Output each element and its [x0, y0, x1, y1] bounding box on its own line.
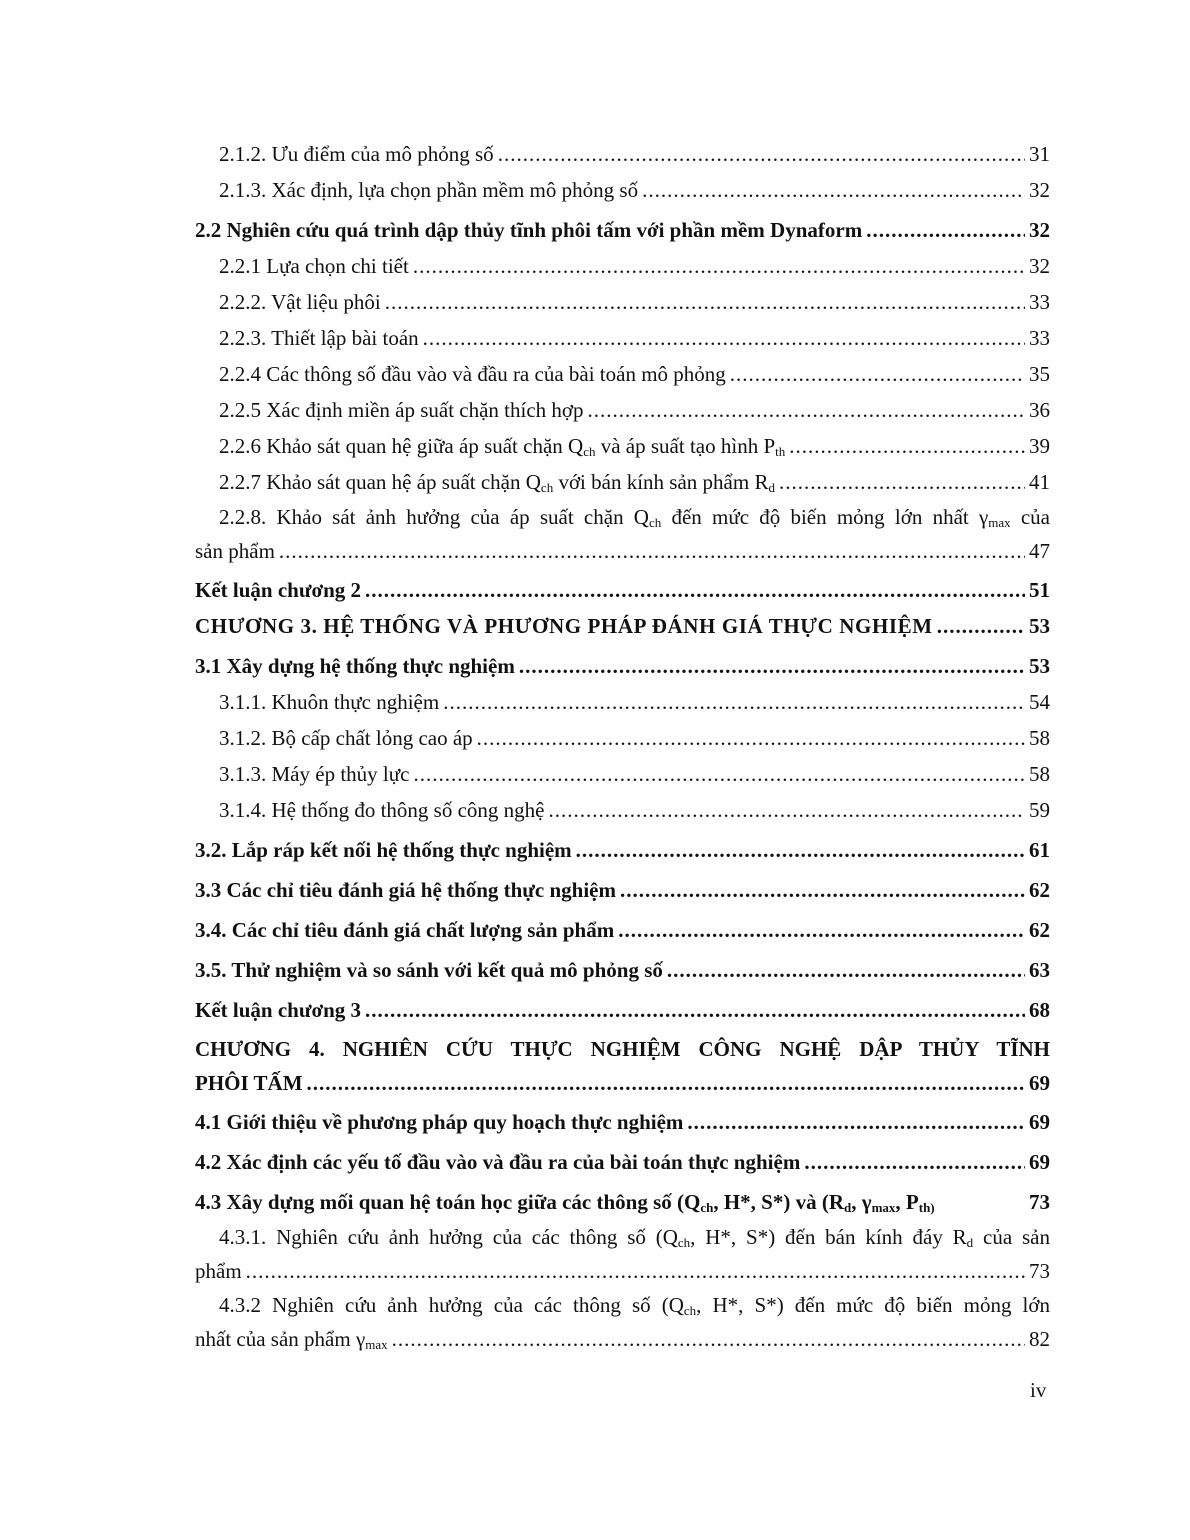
- toc-entry[interactable]: [195, 428, 1050, 464]
- toc-entry-title-line-1: [195, 500, 1050, 534]
- toc-entry-title: [195, 572, 361, 608]
- text-run: và áp suất tạo hình P: [595, 434, 776, 458]
- text-run: của sản: [973, 1225, 1050, 1249]
- text-run: 2.2 Nghiên cứu quá trình dập thủy tĩnh phôi tấm với phần mềm Dynaform: [195, 218, 863, 242]
- toc-entry[interactable]: [195, 1184, 1050, 1220]
- text-run: nhất của sản phẩm γ: [195, 1327, 366, 1351]
- subscript: d: [966, 1235, 974, 1250]
- dot-leader: [642, 172, 1025, 208]
- subscript: ch: [540, 480, 554, 495]
- page-number: iv: [1030, 1378, 1047, 1402]
- text-run: 3.4. Các chỉ tiêu đánh giá chất lượng sản phẩm: [195, 918, 615, 942]
- toc-entry-title: [195, 212, 862, 248]
- text-run: 2.2.7 Khảo sát quan hệ áp suất chặn Q: [219, 470, 541, 494]
- toc-entry-title-line-1: [195, 1032, 1050, 1066]
- toc-entry[interactable]: [195, 1104, 1050, 1140]
- subscript: max: [988, 515, 1011, 530]
- text-run: , γ: [851, 1190, 872, 1214]
- toc-entry-title: [195, 648, 515, 684]
- toc-entry-title: [195, 1144, 800, 1180]
- dot-leader: [687, 1104, 1025, 1140]
- toc-entry[interactable]: [195, 172, 1050, 208]
- dot-leader: [413, 756, 1025, 792]
- toc-entry[interactable]: [195, 912, 1050, 948]
- toc-page-number: 59: [1029, 798, 1050, 822]
- text-run: 2.1.2. Ưu điểm của mô phỏng số: [219, 142, 494, 166]
- toc-entry[interactable]: [195, 284, 1050, 320]
- dot-leader: [365, 992, 1025, 1028]
- toc-page-number: 33: [1029, 290, 1050, 314]
- subscript: ch: [677, 1235, 691, 1250]
- toc-entry-title: [219, 792, 544, 828]
- text-run: sản phẩm: [195, 539, 275, 563]
- dot-leader: [548, 792, 1025, 828]
- subscript: th): [918, 1200, 935, 1215]
- toc-page-number: 58: [1029, 726, 1050, 750]
- text-run: 2.2.1 Lựa chọn chi tiết: [219, 254, 409, 278]
- toc-page-number: 68: [1029, 998, 1050, 1022]
- toc-page-number: 32: [1029, 218, 1050, 242]
- toc-entry[interactable]: [195, 832, 1050, 868]
- toc-entry-title: [219, 320, 419, 356]
- text-run: , P: [895, 1190, 919, 1214]
- text-run: 2.2.2. Vật liệu phôi: [219, 290, 381, 314]
- dot-leader: [576, 832, 1025, 868]
- toc-page-number: 35: [1029, 362, 1050, 386]
- dot-leader: [392, 1322, 1025, 1356]
- toc-entry-title: [219, 136, 494, 172]
- toc-page-number: 53: [1029, 614, 1050, 638]
- toc-entry[interactable]: [195, 684, 1050, 720]
- subscript: d: [844, 1200, 852, 1215]
- subscript: ch: [583, 444, 596, 459]
- toc-entry[interactable]: [195, 500, 1050, 568]
- table-of-contents: [195, 136, 1050, 1356]
- toc-entry-title-line-2: [195, 534, 275, 568]
- toc-page-number: 39: [1029, 434, 1050, 458]
- toc-entry[interactable]: [195, 1032, 1050, 1100]
- text-run: 4.1 Giới thiệu về phương pháp quy hoạch thực nghiệm: [195, 1110, 684, 1134]
- text-run: 4.3.2 Nghiên cứu ảnh hưởng của các thông số (Q: [219, 1293, 684, 1317]
- toc-page-number: 31: [1029, 142, 1050, 166]
- toc-entry-title: [219, 428, 785, 464]
- toc-page-number: 32: [1029, 178, 1050, 202]
- toc-entry-title: [195, 872, 616, 908]
- toc-entry-title: [195, 1104, 683, 1140]
- text-run: 4.3.1. Nghiên cứu ảnh hưởng của các thông số (Q: [219, 1225, 678, 1249]
- dot-leader: [279, 534, 1025, 568]
- text-run: , H*, S*) đến bán kính đáy R: [690, 1225, 967, 1249]
- dot-leader: [519, 648, 1025, 684]
- text-run: 3.3 Các chỉ tiêu đánh giá hệ thống thực nghiệm: [195, 878, 616, 902]
- toc-page-number: 47: [1029, 539, 1050, 563]
- toc-entry-title: [195, 832, 572, 868]
- toc-entry[interactable]: [195, 136, 1050, 172]
- toc-entry-title: [219, 464, 775, 500]
- toc-page-number: 73: [1029, 1259, 1050, 1283]
- toc-entry-title: [219, 356, 726, 392]
- toc-page-number: 53: [1029, 654, 1050, 678]
- toc-entry-title: [219, 720, 473, 756]
- dot-leader: [477, 720, 1025, 756]
- text-run: của: [1010, 505, 1050, 529]
- toc-entry-title-line-2: [195, 1254, 242, 1288]
- text-run: Kết luận chương 3: [195, 998, 362, 1022]
- dot-leader: [667, 952, 1025, 988]
- toc-page-number: 69: [1029, 1110, 1050, 1134]
- toc-entry[interactable]: [195, 648, 1050, 684]
- text-run: , H*, S*) và (R: [713, 1190, 845, 1214]
- text-run: 4.2 Xác định các yếu tố đầu vào và đầu ra của bài toán thực nghiệm: [195, 1150, 801, 1174]
- text-run: CHƯƠNG 3. HỆ THỐNG VÀ PHƯƠNG PHÁP ĐÁNH GIÁ THỰC NGHIỆM: [195, 614, 933, 638]
- dot-leader: [443, 684, 1025, 720]
- toc-entry-title-line-2: [195, 1066, 303, 1100]
- toc-entry-title-line-2: [195, 1322, 388, 1356]
- toc-entry-title: [195, 992, 361, 1028]
- toc-page-number: 36: [1029, 398, 1050, 422]
- text-run: 2.2.4 Các thông số đầu vào và đầu ra của bài toán mô phỏng: [219, 362, 726, 386]
- toc-entry[interactable]: [195, 720, 1050, 756]
- toc-page-number: 82: [1029, 1327, 1050, 1351]
- text-run: 2.1.3. Xác định, lựa chọn phần mềm mô phỏng số: [219, 178, 639, 202]
- text-run: 4.3 Xây dựng mối quan hệ toán học giữa các thông số (Q: [195, 1190, 701, 1214]
- toc-page-number: 62: [1029, 918, 1050, 942]
- text-run: 3.1.1. Khuôn thực nghiệm: [219, 690, 440, 714]
- toc-entry[interactable]: [195, 572, 1050, 608]
- text-run: với bán kính sản phẩm R: [553, 470, 769, 494]
- subscript: ch: [700, 1200, 714, 1215]
- text-run: 3.1 Xây dựng hệ thống thực nghiệm: [195, 654, 515, 678]
- toc-entry-title-line-1: [195, 1288, 1050, 1322]
- dot-leader: [937, 608, 1025, 644]
- toc-entry-title: [219, 756, 409, 792]
- text-run: 2.2.5 Xác định miền áp suất chặn thích hợp: [219, 398, 584, 422]
- dot-leader: [618, 912, 1025, 948]
- toc-entry-title: [219, 392, 584, 428]
- toc-entry[interactable]: [195, 872, 1050, 908]
- dot-leader: [804, 1144, 1025, 1180]
- toc-entry[interactable]: [195, 464, 1050, 500]
- dot-leader: [385, 284, 1025, 320]
- text-run: phẩm: [195, 1259, 242, 1283]
- text-run: PHÔI TẤM: [195, 1071, 303, 1095]
- dot-leader: [365, 572, 1025, 608]
- dot-leader: [730, 356, 1025, 392]
- toc-page-number: 54: [1029, 690, 1050, 714]
- toc-entry-title: [219, 684, 439, 720]
- toc-entry-title: [219, 172, 638, 208]
- text-run: 2.2.3. Thiết lập bài toán: [219, 326, 419, 350]
- toc-entry[interactable]: [195, 248, 1050, 284]
- toc-entry[interactable]: [195, 792, 1050, 828]
- toc-entry[interactable]: [195, 608, 1050, 644]
- toc-entry[interactable]: [195, 1220, 1050, 1288]
- dot-leader: [620, 872, 1025, 908]
- text-run: 3.1.2. Bộ cấp chất lỏng cao áp: [219, 726, 473, 750]
- toc-entry[interactable]: [195, 992, 1050, 1028]
- toc-page-number: 41: [1029, 470, 1050, 494]
- text-run: 3.2. Lắp ráp kết nối hệ thống thực nghiệm: [195, 838, 572, 862]
- toc-page-number: 51: [1029, 578, 1050, 602]
- toc-page-number: 62: [1029, 878, 1050, 902]
- subscript: d: [768, 480, 775, 495]
- toc-page-number: 69: [1029, 1071, 1050, 1095]
- toc-page-number: 69: [1029, 1150, 1050, 1174]
- toc-entry[interactable]: [195, 1144, 1050, 1180]
- subscript: th: [775, 444, 786, 459]
- toc-entry-title: [219, 284, 381, 320]
- toc-entry[interactable]: [195, 1288, 1050, 1356]
- subscript: max: [365, 1337, 388, 1352]
- dot-leader: [246, 1254, 1025, 1288]
- toc-page-number: 61: [1029, 838, 1050, 862]
- toc-page-number: 33: [1029, 326, 1050, 350]
- toc-entry-title: [195, 912, 614, 948]
- toc-entry[interactable]: [195, 392, 1050, 428]
- dot-leader: [423, 320, 1025, 356]
- toc-entry[interactable]: [195, 756, 1050, 792]
- toc-page-number: 32: [1029, 254, 1050, 278]
- toc-entry-title-line-1: [195, 1220, 1050, 1254]
- toc-page-number: 58: [1029, 762, 1050, 786]
- toc-entry[interactable]: [195, 952, 1050, 988]
- text-run: 3.5. Thử nghiệm và so sánh với kết quả mô phỏng số: [195, 958, 663, 982]
- text-run: , H*, S*) đến mức độ biến mỏng lớn: [696, 1293, 1050, 1317]
- text-run: CHƯƠNG 4. NGHIÊN CỨU THỰC NGHIỆM CÔNG NGHỆ DẬP THỦY TĨNH: [195, 1037, 1050, 1061]
- dot-leader: [498, 136, 1025, 172]
- text-run: 3.1.3. Máy ép thủy lực: [219, 762, 410, 786]
- toc-entry[interactable]: [195, 356, 1050, 392]
- text-run: 2.2.8. Khảo sát ảnh hưởng của áp suất chặn Q: [219, 505, 649, 529]
- dot-leader: [789, 428, 1025, 464]
- toc-page-number: 73: [1029, 1190, 1050, 1214]
- dot-leader: [413, 248, 1025, 284]
- toc-page-number: 63: [1029, 958, 1050, 982]
- toc-entry-title: [195, 952, 663, 988]
- text-run: Kết luận chương 2: [195, 578, 362, 602]
- dot-leader: [588, 392, 1025, 428]
- subscript: max: [871, 1200, 896, 1215]
- toc-entry[interactable]: [195, 320, 1050, 356]
- toc-entry[interactable]: [195, 212, 1050, 248]
- toc-entry-title: [195, 608, 933, 644]
- text-run: 3.1.4. Hệ thống đo thông số công nghệ: [219, 798, 545, 822]
- text-run: 2.2.6 Khảo sát quan hệ giữa áp suất chặn Q: [219, 434, 584, 458]
- dot-leader: [866, 212, 1025, 248]
- toc-entry-title: [219, 248, 409, 284]
- dot-leader: [779, 464, 1025, 500]
- dot-leader: [307, 1066, 1025, 1100]
- toc-entry-title: [195, 1184, 935, 1220]
- text-run: đến mức độ biến mỏng lớn nhất γ: [661, 505, 989, 529]
- subscript: ch: [648, 515, 662, 530]
- subscript: ch: [683, 1303, 697, 1318]
